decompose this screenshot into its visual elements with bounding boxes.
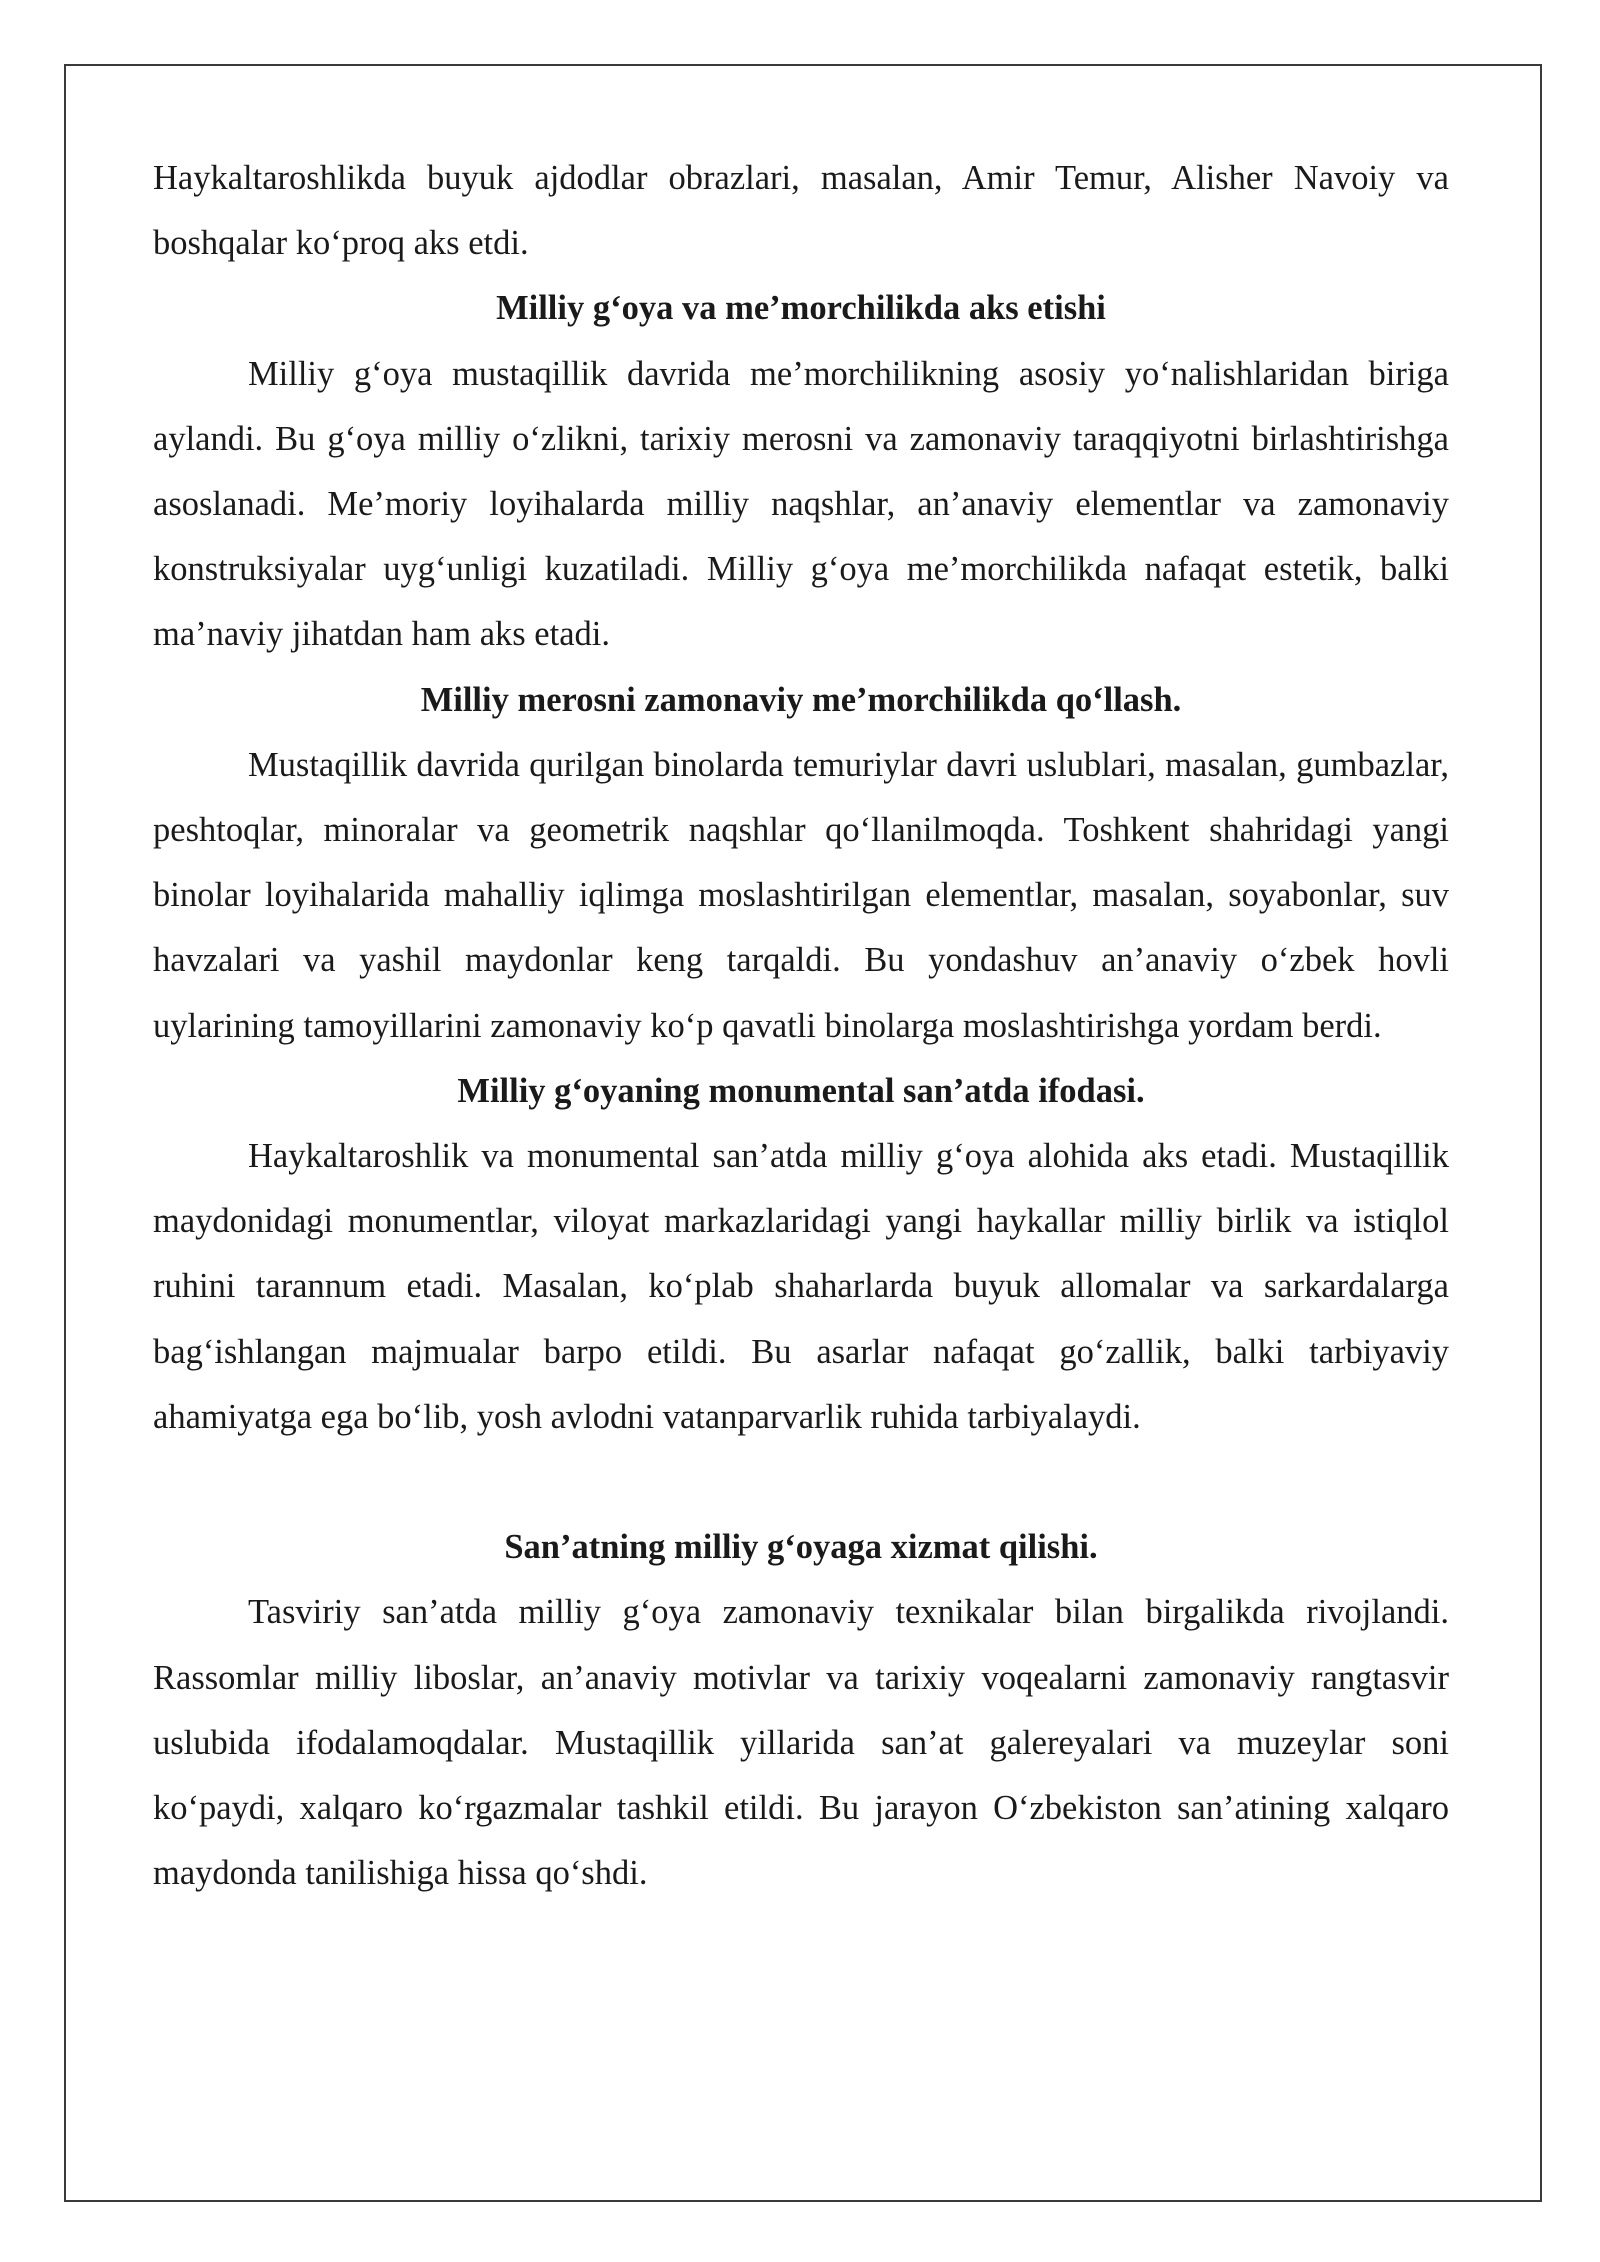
section-paragraph-art: Tasviriy san’atda milliy g‘oya zamonaviy texnikalar bilan birgalikda rivojlandi. Rassomlar milliy liboslar, an’anaviy motivlar va tarixiy voqealarni zamonaviy rangtasvir uslubida ifodalamoqdalar. Mustaqillik yillarida san’at galereyalari va muzeylar soni ko‘paydi, xalqaro ko‘rgazmalar tashkil etildi. Bu jarayon O‘zbekiston san’atining xalqaro maydonda tanilishiga hissa qo‘shdi. (153, 1593, 1449, 1893)
section-heading-architecture: Milliy g‘oya va me’morchilikda aks etishi (496, 289, 1106, 328)
intro-paragraph: Haykaltaroshlikda buyuk ajdodlar obrazlari, masalan, Amir Temur, Alisher Navoiy va boshqalar ko‘proq aks etdi. (153, 159, 1449, 263)
section-heading-art: San’atning milliy g‘oyaga xizmat qilishi. (504, 1528, 1098, 1567)
section-paragraph-architecture: Milliy g‘oya mustaqillik davrida me’morchilikning asosiy yo‘nalishlaridan biriga aylandi. Bu g‘oya milliy o‘zlikni, tarixiy merosni va zamonaviy taraqqiyotni birlashtirishga asoslanadi. Me’moriy loyihalarda milliy naqshlar, an’anaviy elementlar va zamonaviy konstruksiyalar uyg‘unligi kuzatiladi. Milliy g‘oya me’morchilikda nafaqat estetik, balki ma’naviy jihatdan ham aks etadi. (153, 354, 1449, 654)
blank-line (153, 1450, 1449, 1515)
section-paragraph-heritage: Mustaqillik davrida qurilgan binolarda temuriylar davri uslublari, masalan, gumbazlar, peshtoqlar, minoralar va geometrik naqshlar qo‘llanilmoqda. Toshkent shahridagi yangi binolar loyihalarida mahalliy iqlimga moslashtirilgan elementlar, masalan, soyabonlar, suv havzalari va yashil maydonlar keng tarqaldi. Bu yondashuv an’anaviy o‘zbek hovli uylarining tamoyillarini zamonaviy ko‘p qavatli binolarga moslashtirishga yordam berdi. (153, 745, 1449, 1045)
section-heading-monumental: Milliy g‘oyaning monumental san’atda ifodasi. (457, 1071, 1145, 1110)
section-heading-heritage: Milliy merosni zamonaviy me’morchilikda qo‘llash. (420, 680, 1182, 719)
section-paragraph-monumental: Haykaltaroshlik va monumental san’atda milliy g‘oya alohida aks etadi. Mustaqillik maydonidagi monumentlar, viloyat markazlaridagi yangi haykallar milliy birlik va istiqlol ruhini tarannum etadi. Masalan, ko‘plab shaharlarda buyuk allomalar va sarkardalarga bag‘ishlangan majmualar barpo etildi. Bu asarlar nafaqat go‘zallik, balki tarbiyaviy ahamiyatga ega bo‘lib, yosh avlodni vatanparvarlik ruhida tarbiyalaydi. (153, 1137, 1449, 1436)
document-body (153, 146, 1449, 1906)
